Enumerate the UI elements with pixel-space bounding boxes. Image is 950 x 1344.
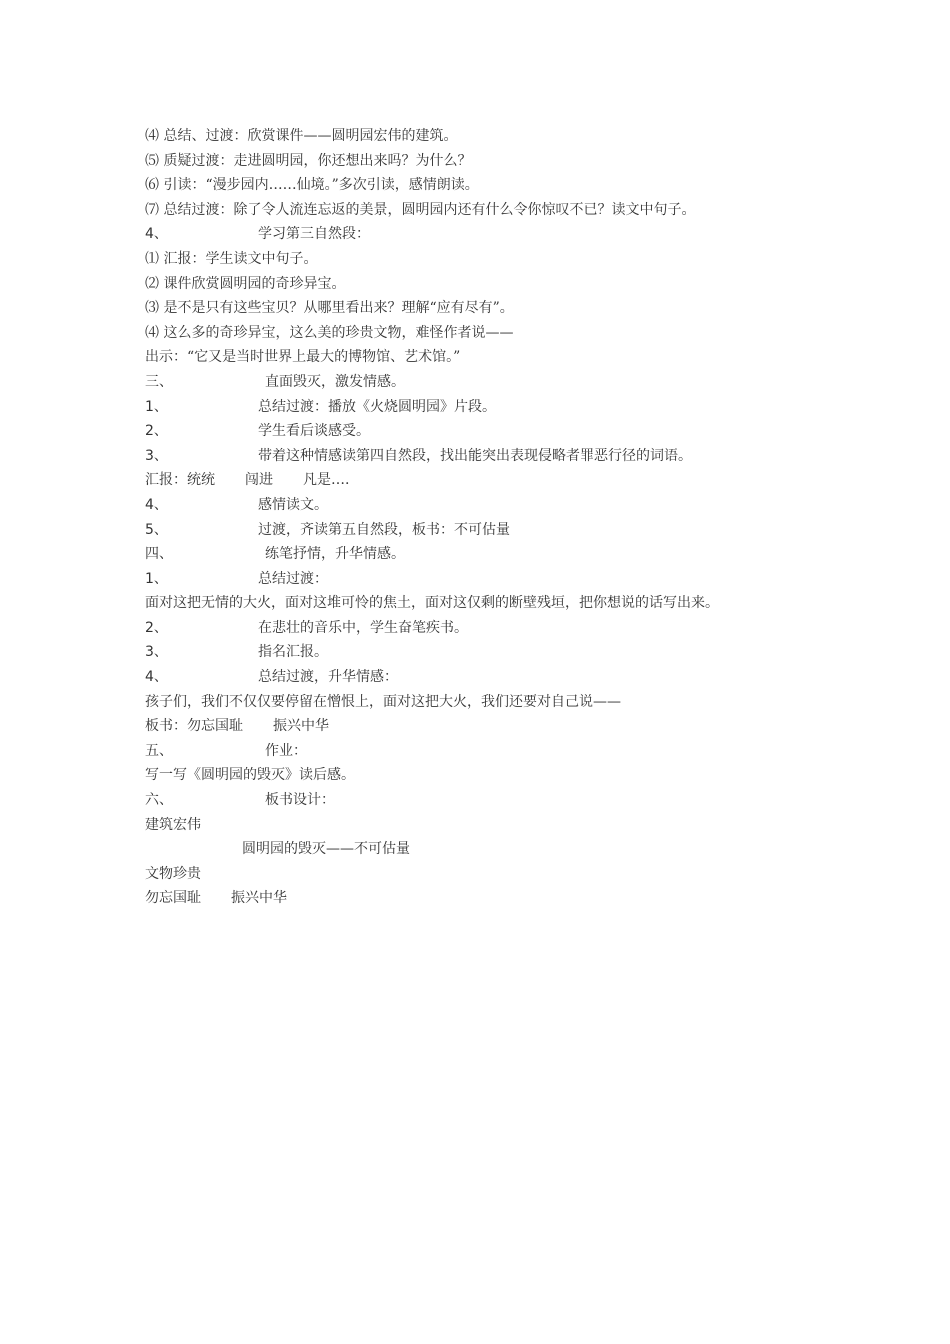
item-number: 2、 xyxy=(145,619,168,636)
item-number: 4、 xyxy=(145,226,168,243)
numbered-line: 5、 过渡，齐读第五自然段，板书：不可估量 xyxy=(145,518,865,543)
numbered-line: 1、 总结过渡：播放《火烧圆明园》片段。 xyxy=(145,395,865,420)
item-number: 1、 xyxy=(145,570,168,587)
text-line: ⑴ 汇报：学生读文中句子。 xyxy=(145,250,318,267)
item-number: 4、 xyxy=(145,669,168,686)
numbered-line: 3、 指名汇报。 xyxy=(145,640,865,665)
numbered-line: 3、 带着这种情感读第四自然段，找出能突出表现侵略者罪恶行径的词语。 xyxy=(145,444,865,469)
numbered-line: 1、 总结过渡： xyxy=(145,567,865,592)
text-line: 孩子们，我们不仅仅要停留在憎恨上，面对这把大火，我们还要对自己说—— xyxy=(145,693,621,710)
section-heading: 六、 板书设计： xyxy=(145,788,865,813)
text-line: ⑺ 总结过渡：除了令人流连忘返的美景，圆明园内还有什么令你惊叹不已？读文中句子。 xyxy=(145,201,696,218)
text-line: 出示：“它又是当时世界上最大的博物馆、艺术馆。” xyxy=(145,349,461,366)
text-line: 面对这把无情的大火，面对这堆可怜的焦土，面对这仅剩的断壁残垣，把你想说的话写出来。 xyxy=(145,595,719,612)
text-line: ⑵ 课件欣赏圆明园的奇珍异宝。 xyxy=(145,275,346,292)
text-line: 汇报：统统 闯进 凡是…. xyxy=(145,472,350,489)
lesson-plan-text xyxy=(145,124,865,911)
item-number: 5、 xyxy=(145,521,168,538)
section-number: 三、 xyxy=(145,373,173,390)
section-number: 五、 xyxy=(145,742,173,759)
numbered-line: 4、 感情读文。 xyxy=(145,493,865,518)
item-number: 2、 xyxy=(145,423,168,440)
section-heading: 四、 练笔抒情，升华情感。 xyxy=(145,542,865,567)
numbered-line: 4、 总结过渡，升华情感： xyxy=(145,665,865,690)
text-line: 板书：勿忘国耻 振兴中华 xyxy=(145,718,329,735)
item-number: 4、 xyxy=(145,496,168,513)
item-number: 3、 xyxy=(145,447,168,464)
numbered-line: 2、 学生看后谈感受。 xyxy=(145,419,865,444)
text-line: ⑸ 质疑过渡：走进圆明园，你还想出来吗？为什么？ xyxy=(145,152,472,169)
section-number: 四、 xyxy=(145,546,173,563)
numbered-line: 4、 学习第三自然段： xyxy=(145,222,865,247)
item-number: 1、 xyxy=(145,398,168,415)
text-line: ⑹ 引读：“漫步园内……仙境。”多次引读，感情朗读。 xyxy=(145,177,479,194)
section-heading: 三、 直面毁灭，激发情感。 xyxy=(145,370,865,395)
section-heading: 五、 作业： xyxy=(145,739,865,764)
text-line: ⑷ 这么多的奇珍异宝，这么美的珍贵文物，难怪作者说—— xyxy=(145,324,514,341)
text-line: ⑶ 是不是只有这些宝贝？从哪里看出来？理解“应有尽有”。 xyxy=(145,300,514,317)
board-design-line: 文物珍贵 xyxy=(145,865,201,882)
board-design-title: 圆明园的毁灭——不可估量 xyxy=(242,841,410,858)
board-design-line: 建筑宏伟 xyxy=(145,816,201,833)
numbered-line: 2、 在悲壮的音乐中，学生奋笔疾书。 xyxy=(145,616,865,641)
text-line: 写一写《圆明园的毁灭》读后感。 xyxy=(145,767,355,784)
text-line: ⑷ 总结、过渡：欣赏课件——圆明园宏伟的建筑。 xyxy=(145,128,458,144)
item-number: 3、 xyxy=(145,644,168,661)
board-design-line: 勿忘国耻 振兴中华 xyxy=(145,890,287,907)
section-number: 六、 xyxy=(145,792,173,809)
